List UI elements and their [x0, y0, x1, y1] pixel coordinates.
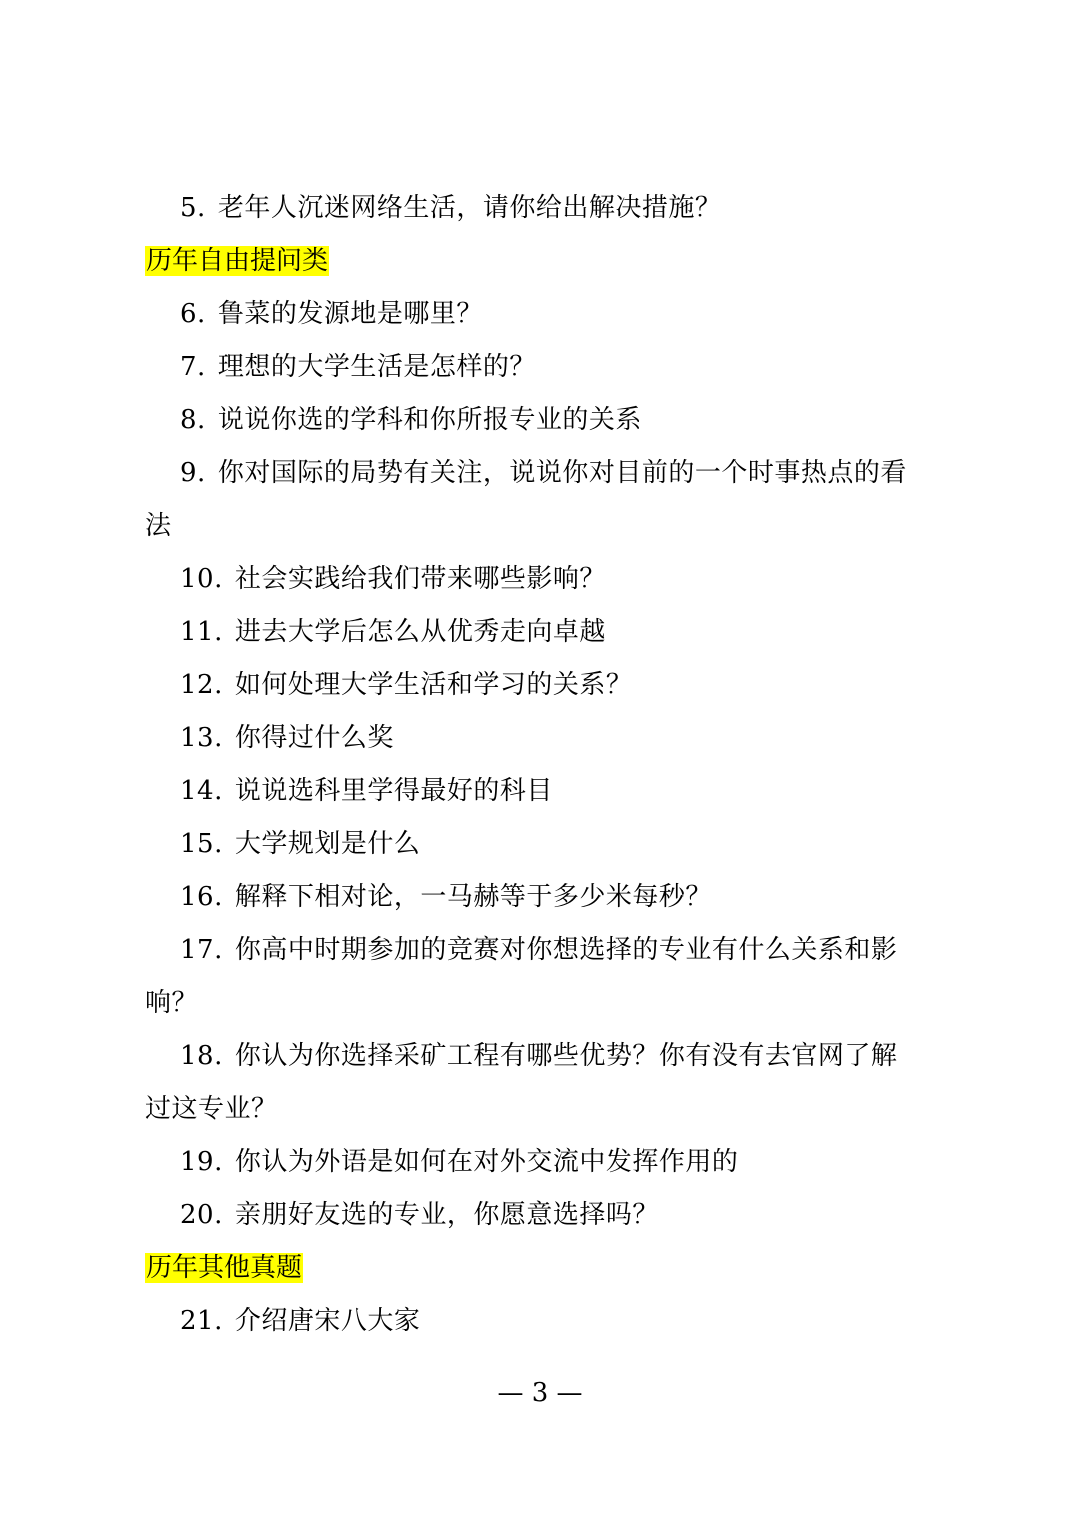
- question-text: 理想的大学生活是怎样的？: [217, 352, 536, 382]
- question-item: [180, 826, 420, 862]
- question-number: 11.: [180, 617, 223, 647]
- question-text: 你认为外语是如何在对外交流中发挥作用的: [234, 1147, 739, 1177]
- question-number: 16.: [180, 882, 223, 912]
- question-number: 6.: [180, 299, 206, 329]
- question-item: [180, 296, 483, 332]
- question-number: 13.: [180, 723, 223, 753]
- question-number: 10.: [180, 564, 223, 594]
- question-continuation: 响？: [145, 988, 199, 1018]
- section-heading-other-text: 历年其他真题: [146, 1253, 303, 1283]
- question-number: 5.: [180, 193, 206, 223]
- question-number: 20.: [180, 1200, 223, 1230]
- question-number: 18.: [180, 1041, 223, 1071]
- question-text: 进去大学后怎么从优秀走向卓越: [234, 617, 606, 647]
- question-text: 介绍唐宋八大家: [234, 1306, 421, 1336]
- question-text: 你得过什么奖: [234, 723, 394, 753]
- question-item: [180, 667, 632, 703]
- question-item: [180, 773, 553, 809]
- question-item: [180, 349, 536, 385]
- question-text: 你高中时期参加的竞赛对你想选择的专业有什么关系和影: [234, 935, 898, 965]
- question-text: 说说选科里学得最好的科目: [234, 776, 553, 806]
- question-text: 解释下相对论，一马赫等于多少米每秒？: [234, 882, 712, 912]
- question-continuation: 法: [145, 511, 172, 541]
- question-number: 19.: [180, 1147, 223, 1177]
- question-text: 社会实践给我们带来哪些影响？: [234, 564, 606, 594]
- question-item: [180, 1038, 897, 1074]
- question-item: [180, 455, 907, 491]
- question-number: 17.: [180, 935, 223, 965]
- question-item: [180, 190, 721, 226]
- question-number: 21.: [180, 1306, 223, 1336]
- question-item: [180, 1197, 659, 1233]
- question-number: 8.: [180, 405, 206, 435]
- question-number: 15.: [180, 829, 223, 859]
- page-number: — 3 —: [497, 1378, 583, 1408]
- question-item: [180, 932, 897, 968]
- question-text: 你认为你选择采矿工程有哪些优势？你有没有去官网了解: [234, 1041, 898, 1071]
- question-number: 12.: [180, 670, 223, 700]
- question-text: 你对国际的局势有关注，说说你对目前的一个时事热点的看: [217, 458, 907, 488]
- question-item: [180, 1303, 420, 1339]
- question-item: [180, 1144, 738, 1180]
- question-item: [180, 402, 642, 438]
- question-item: [180, 561, 606, 597]
- question-item: [180, 614, 606, 650]
- question-continuation: 过这专业？: [145, 1094, 278, 1124]
- question-text: 如何处理大学生活和学习的关系？: [234, 670, 633, 700]
- question-text: 鲁菜的发源地是哪里？: [217, 299, 483, 329]
- question-text: 说说你选的学科和你所报专业的关系: [217, 405, 642, 435]
- question-number: 9.: [180, 458, 206, 488]
- question-text: 老年人沉迷网络生活，请你给出解决措施？: [217, 193, 722, 223]
- question-number: 14.: [180, 776, 223, 806]
- question-text: 亲朋好友选的专业，你愿意选择吗？: [234, 1200, 659, 1230]
- question-number: 7.: [180, 352, 206, 382]
- section-heading-other: [145, 1250, 303, 1286]
- section-heading-free: [145, 243, 329, 279]
- question-text: 大学规划是什么: [234, 829, 421, 859]
- question-item: [180, 720, 394, 756]
- section-heading-free-text: 历年自由提问类: [146, 246, 329, 276]
- question-item: [180, 879, 712, 915]
